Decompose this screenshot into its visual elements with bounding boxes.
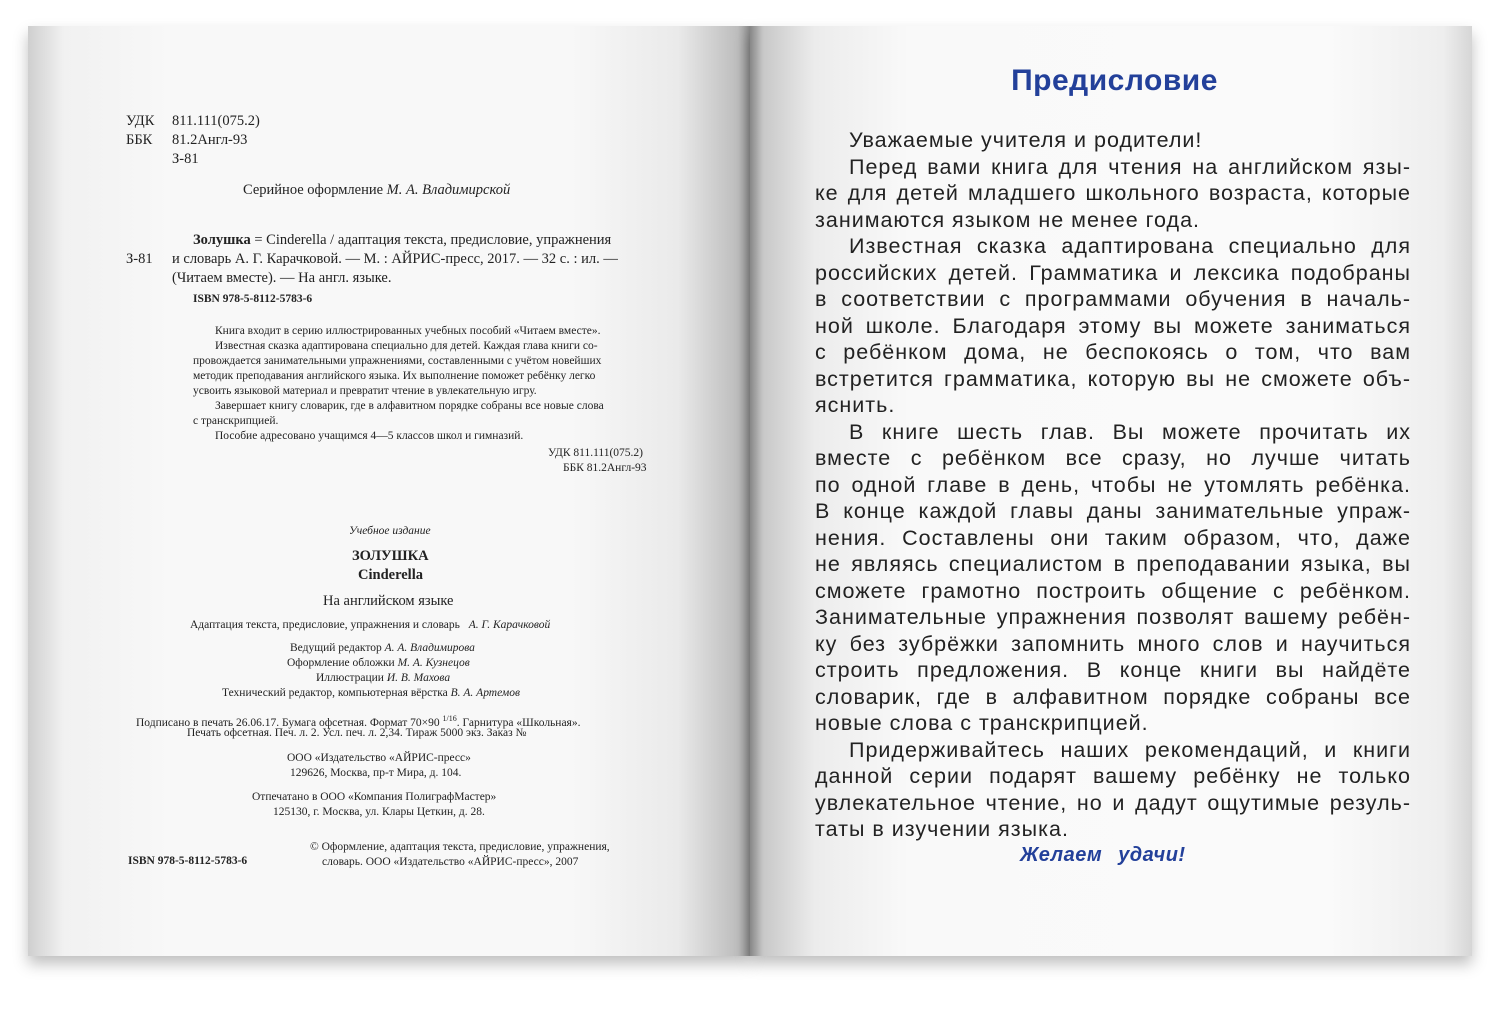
lead-editor-credit (290, 641, 475, 656)
preface-line: Уважаемые учителя и родители! (849, 128, 1203, 152)
preface-line: В конце каждой главы даны занимательные упраж- (815, 499, 1411, 523)
lead-editor-label: Ведущий редактор (290, 642, 382, 654)
print-info-typeface: . Гарнитура «Школьная». (456, 716, 581, 729)
author-sign: З-81 (172, 151, 199, 167)
book-spine (738, 26, 762, 956)
biblio-line-1 (193, 231, 611, 250)
preface-line: вместе с ребёнком все сразу, но лучше читать (815, 446, 1411, 470)
adaptation-name: А. Г. Карачковой (468, 619, 551, 631)
udk-label: УДК (126, 113, 155, 129)
annotation-line: Пособие адресовано учащимся 4—5 классов школ и гимназий. (215, 430, 524, 442)
biblio-line-3: (Читаем вместе). — На англ. языке. (172, 270, 392, 286)
illustrations-name: И. В. Махова (386, 672, 451, 684)
tech-editor-label: Технический редактор, компьютерная вёрстка (222, 687, 448, 699)
preface-line: российских детей. Грамматика и лексика подобраны (815, 261, 1411, 285)
preface-line: Занимательные упражнения позволят вашему ребён- (815, 605, 1411, 629)
preface-line: таты в изучении языка. (815, 817, 1069, 841)
illustrations-label: Иллюстрации (316, 672, 384, 684)
preface-line: В книге шесть глав. Вы можете прочитать их (849, 420, 1411, 444)
print-info-format: Подписано в печать 26.06.17. Бумага офсетная. Формат 70×90 (136, 716, 440, 729)
annotation-bbk: ББК 81.2Англ-93 (563, 462, 647, 474)
title-ru: ЗОЛУШКА (352, 548, 429, 564)
preface-line: сможете грамотно построить общение с ребёнком. (815, 579, 1411, 603)
annotation-line: усвоить языковой материал и превратит чтение в увлекательную игру. (193, 385, 537, 397)
cover-label: Оформление обложки (287, 657, 395, 669)
biblio-title: Золушка (193, 232, 251, 248)
preface-line: строить предложения. В конце книги вы найдёте (815, 658, 1411, 682)
bbk-label: ББК (126, 132, 153, 148)
preface-line: данной серии подарят вашему ребёнку не только (815, 764, 1411, 788)
annotation-line: провождается занимательными упражнениями, составленными с учётом новейших (193, 355, 602, 367)
cover-credit (287, 656, 470, 671)
preface-line: Известная сказка адаптирована специально для (849, 234, 1411, 258)
bbk-value: 81.2Англ-93 (172, 132, 248, 148)
copyright-line-1: © Оформление, адаптация текста, предисловие, упражнения, (310, 841, 610, 853)
lead-editor-name: А. А. Владимирова (384, 642, 475, 654)
preface-line: словарик, где в алфавитном порядке собраны все (815, 685, 1411, 709)
annotation-line: Известная сказка адаптирована специально для детей. Каждая глава книги со- (215, 340, 598, 352)
illustrations-credit (316, 671, 450, 686)
biblio-line1-rest: = Cinderella / адаптация текста, предисловие, упражнения (254, 232, 612, 248)
adaptation-label: Адаптация текста, предисловие, упражнения и словарь (190, 619, 460, 631)
preface-line: в соответствии с программами обучения в началь- (815, 287, 1411, 311)
title-en: Cinderella (358, 567, 423, 583)
language-note: На английском языке (323, 593, 454, 609)
preface-line: ке для детей младшего школьного возраста, которые (815, 181, 1411, 205)
preface-line: яснить. (815, 393, 896, 417)
preface-line: по одной главе в день, чтобы не утомлять ребёнка. (815, 473, 1411, 497)
printer-address: 125130, г. Москва, ул. Клары Цеткин, д. 28. (273, 806, 485, 818)
annotation-line: Завершает книгу словарик, где в алфавитном порядке собраны все новые слова (215, 400, 604, 412)
print-info-line-2: Печать офсетная. Печ. л. 2. Усл. печ. л. 2,34. Тираж 5000 экз. Заказ № (187, 727, 527, 739)
tech-editor-credit (222, 686, 520, 701)
printer-name: Отпечатано в ООО «Компания ПолиграфМастер» (252, 791, 497, 803)
preface-line: ной школе. Благодаря этому вы можете заниматься (815, 314, 1411, 338)
preface-line: занимаются языком не менее года. (815, 208, 1201, 232)
preface-line: не являясь специалистом в преподавании языка, вы (815, 552, 1411, 576)
annotation-udk: УДК 811.111(075.2) (548, 447, 643, 459)
cover-name: М. А. Кузнецов (397, 657, 470, 669)
preface-line: увлекательное чтение, но и дадут ощутимые резуль- (815, 791, 1411, 815)
annotation-line: методик преподавания английского языка. Их выполнение поможет ребёнку легко (193, 370, 596, 382)
annotation-line: Книга входит в серию иллюстрированных учебных пособий «Читаем вместе». (215, 325, 601, 337)
preface-line: Перед вами книга для чтения на английском язы- (849, 155, 1411, 179)
edition-type: Учебное издание (349, 525, 431, 537)
print-format-fraction: 1/16 (442, 714, 457, 723)
bottom-isbn: ISBN 978-5-8112-5783-6 (128, 855, 248, 867)
tech-editor-name: В. А. Артемов (450, 687, 521, 699)
biblio-line-2: и словарь А. Г. Карачковой. — М. : АЙРИС-пресс, 2017. — 32 с. : ил. — (172, 251, 618, 267)
copyright-line-2: словарь. ООО «Издательство «АЙРИС-пресс», 2007 (322, 856, 579, 868)
adaptation-credit (190, 618, 550, 633)
preface-line: новые слова с транскрипцией. (815, 711, 1149, 735)
preface-line: встретится грамматика, которую вы не сможете объ- (815, 367, 1411, 391)
isbn-line: ISBN 978-5-8112-5783-6 (193, 293, 313, 305)
preface-line: с ребёнком дома, не беспокоясь о том, что вам (815, 340, 1411, 364)
closing-wish: Желаем удачи! (1020, 844, 1186, 866)
preface-line: ку без зубрёжки запомнить много слов и научиться (815, 632, 1411, 656)
publisher-address: 129626, Москва, пр-т Мира, д. 104. (290, 767, 462, 779)
series-design-label: Серийное оформление (243, 182, 384, 198)
series-design (243, 181, 510, 200)
preface-title: Предисловие (1011, 64, 1218, 97)
preface-line: Придерживайтесь наших рекомендаций, и книги (849, 738, 1411, 762)
series-design-name: М. А. Владимирской (386, 182, 511, 198)
udk-value: 811.111(075.2) (172, 113, 260, 129)
preface-line: нения. Составлены они таким образом, что, даже (815, 526, 1411, 550)
catalog-sign: З-81 (126, 251, 153, 267)
annotation-line: с транскрипцией. (193, 415, 279, 427)
publisher-name: ООО «Издательство «АЙРИС-пресс» (287, 752, 471, 764)
